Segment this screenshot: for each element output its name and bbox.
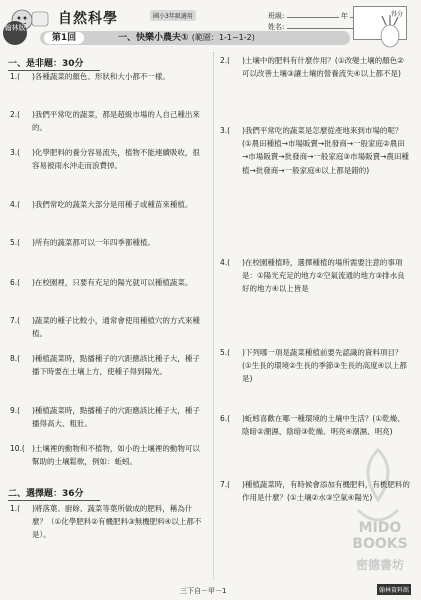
- page-number: 三下自－甲－1: [180, 587, 227, 595]
- question-text: )所有的蔬菜都可以一年四季都種植。: [32, 238, 155, 247]
- question-number: 6.(: [220, 414, 231, 423]
- question-number: 1.(: [10, 504, 21, 513]
- tf-question-5[interactable]: [10, 236, 206, 249]
- round-label: 第1回: [44, 32, 84, 44]
- name-line[interactable]: [287, 21, 357, 29]
- publisher-badge: 翰林版: [3, 21, 27, 45]
- question-text: )蚯蚓喜歡在哪一種環境的土壤中生活？(①乾燥、陰暗②潮濕、陰暗③乾燥、明亮④潮濕、明亮): [242, 414, 405, 437]
- section-multiple-choice: 二、選擇題：36分: [8, 486, 84, 499]
- class-info: 班級: 年: [268, 10, 373, 21]
- question-number: 4.(: [220, 258, 231, 267]
- mc-question-3[interactable]: [220, 124, 410, 177]
- year-label: 年: [340, 12, 348, 20]
- question-number: 3.(: [220, 126, 231, 135]
- question-number: 2.(: [220, 56, 231, 65]
- tf-question-7[interactable]: [10, 314, 206, 340]
- footer-tag: 翰林資料館: [377, 584, 411, 595]
- question-text: )我們常吃的蔬菜大部分是用種子或種苗來種植。: [32, 200, 193, 209]
- question-text: )下列哪一項是蔬菜種植前要先認識的資料項目？(①生長的環境②生長的季節③生長的高度④以上都是): [242, 348, 407, 384]
- question-text: )我們平常吃的蔬菜是怎麼從產地來到市場的呢？(①農田種植→市場販賣→批發商→一般家庭②農田→市場販賣→批發商→一般家庭③市場販賣→農田種植→批發商→一般家庭④以上都是錯的): [242, 126, 409, 175]
- question-text: )我們平常吃的蔬菜，都是超級市場的人自己種出來的。: [32, 110, 200, 133]
- question-number: 7.(: [220, 480, 231, 489]
- tf-question-9[interactable]: [10, 404, 206, 430]
- question-number: 9.(: [10, 406, 21, 415]
- column-divider: [213, 52, 214, 580]
- question-number: 8.(: [10, 354, 21, 363]
- question-number: 6.(: [10, 278, 21, 287]
- tf-question-3[interactable]: [10, 146, 206, 172]
- question-text: )在校園裡，只要有充足的陽光就可以種植蔬菜。: [32, 278, 193, 287]
- tf-question-4[interactable]: [10, 198, 206, 211]
- question-number: 5.(: [10, 238, 21, 247]
- question-number: 1.(: [10, 72, 21, 81]
- watermark-text: [340, 520, 420, 552]
- question-text: )種植蔬菜時，有時候會添加有機肥料，有機肥料的作用是什麼？(①土壤②水③空氣④陽光): [242, 480, 410, 503]
- question-text: )在校園種植時，選擇種植的場所需要注意的事項是：①陽光充足的地方②空氣流通的地方③排水良好的地方④以上皆是: [242, 258, 405, 294]
- mc-question-2[interactable]: [220, 54, 410, 80]
- name-info: 姓名:: [268, 21, 357, 32]
- mc-question-6[interactable]: [220, 412, 410, 438]
- question-number: 3.(: [10, 148, 21, 157]
- question-number: 5.(: [220, 348, 231, 357]
- section-true-false: 一、是非題：30分: [8, 56, 84, 69]
- question-text: )土壤中的肥料有什麼作用？(①改變土壤的顏色②可以改善土壤③讓土壤的營養流失④以上都不是): [242, 56, 404, 79]
- tf-question-2[interactable]: [10, 108, 206, 134]
- mc-question-4[interactable]: [220, 256, 410, 296]
- question-text: )種植蔬菜時，點播種子的穴距應該比種子大，種子播得高大、粗壯。: [32, 406, 200, 429]
- tf-question-10[interactable]: [10, 442, 206, 468]
- question-number: 4.(: [10, 200, 21, 209]
- question-number: 2.(: [10, 110, 21, 119]
- question-text: )種植蔬菜時，點播種子的穴距應該比種子大，種子播下時要在土壤上方，使種子得到陽光。: [32, 354, 200, 377]
- class-label: 班級: [268, 12, 282, 20]
- question-text: )土壤裡的動物和不植物，如小的土壤裡的動物可以幫助的土壤鬆軟，例如：蚯蚓。: [32, 444, 200, 467]
- question-number: 10.(: [10, 444, 25, 453]
- radish-icon: [370, 14, 410, 48]
- question-text: )化學肥料的養分容易流失，植物不能連續吸收，很容易被雨水沖走而浪費掉。: [32, 148, 200, 171]
- name-label: 姓名: [268, 23, 282, 31]
- tf-question-6[interactable]: [10, 276, 206, 289]
- watermark-line1: MIDO: [358, 520, 402, 536]
- mc-question-5[interactable]: [220, 346, 410, 386]
- unit-title-text: 一、快樂小農夫①: [118, 33, 189, 43]
- unit-title: [118, 32, 255, 44]
- question-text: )各種蔬菜的顏色、形狀和大小都不一樣。: [32, 72, 170, 81]
- question-text: )蔬菜的種子比較小，通常會使用種植穴的方式來種植。: [32, 316, 200, 339]
- tf-question-1[interactable]: [10, 70, 206, 83]
- class-line[interactable]: [287, 10, 339, 18]
- mc-question-1[interactable]: [10, 502, 206, 542]
- question-number: 7.(: [10, 316, 21, 325]
- watermark-line2: BOOKS: [352, 536, 408, 552]
- watermark-subtitle: 密德書坊: [355, 558, 404, 572]
- page-title: 自然科學: [58, 11, 118, 27]
- tf-question-8[interactable]: [10, 352, 206, 378]
- unit-range: (範圍：1-1~1-2): [191, 33, 255, 42]
- question-text: )將落葉、廚餘、蔬菜等葉所做成的肥料，稱為什麼？（①化學肥料②有機肥料③無機肥料④以上都不是）。: [32, 504, 202, 540]
- grade-tag: 國小3年級適用: [150, 10, 196, 21]
- score-label: 得分: [390, 11, 403, 18]
